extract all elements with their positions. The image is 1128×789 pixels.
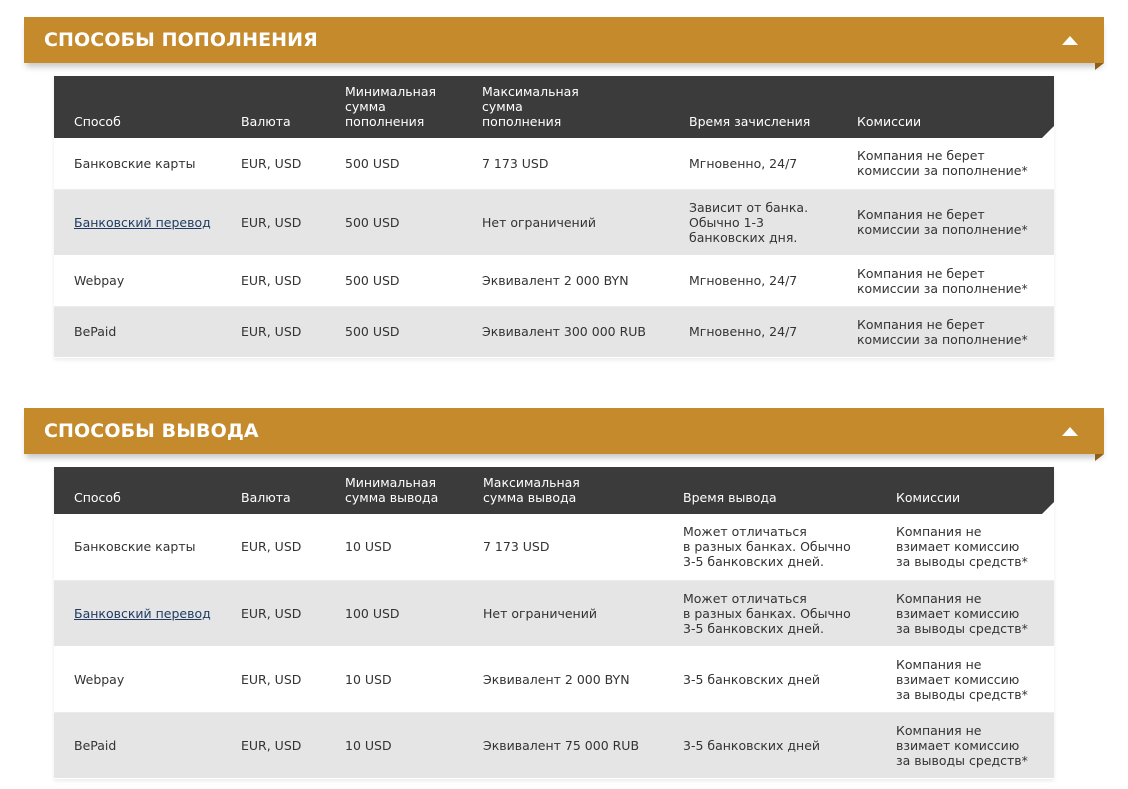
- table-row: [54, 646, 1054, 712]
- time-line1: Может отличаться: [683, 524, 807, 540]
- col-header-method: Способ: [54, 76, 221, 138]
- fee-line1: Компания не берет: [857, 148, 985, 164]
- cell-max: Нет ограничений: [462, 189, 669, 255]
- fee-line2: взимает комиссию: [896, 539, 1020, 555]
- cell-method: [54, 189, 221, 255]
- cell-fee: [876, 580, 1054, 646]
- cell-max: Эквивалент 300 000 RUB: [462, 306, 669, 357]
- cell-time: Мгновенно, 24/7: [669, 138, 837, 189]
- fee-line2: взимает комиссию: [896, 737, 1020, 753]
- withdrawal-section-title: СПОСОБЫ ВЫВОДА: [44, 420, 259, 442]
- fee-line3: за выводы средств*: [896, 686, 1028, 702]
- time-line2: в разных банках. Обычно: [683, 539, 851, 555]
- table-row: [54, 580, 1054, 646]
- time-line3: банковских дня.: [689, 229, 798, 245]
- cell-method: Webpay: [54, 255, 221, 306]
- bank-transfer-link[interactable]: Банковский перевод: [74, 214, 211, 230]
- col-header-min-line2: сумма: [345, 99, 386, 114]
- cell-time: [669, 189, 837, 255]
- table-row: [54, 712, 1054, 778]
- cell-min: 500 USD: [325, 189, 462, 255]
- fee-line2: взимает комиссию: [896, 671, 1020, 687]
- cell-method: BePaid: [54, 712, 221, 778]
- col-header-max-line2: сумма: [482, 99, 523, 114]
- cell-fee: [876, 646, 1054, 712]
- fee-line3: за выводы средств*: [896, 620, 1028, 636]
- col-header-min-line3: пополнения: [345, 114, 425, 129]
- cell-method: Webpay: [54, 646, 221, 712]
- cell-time: 3-5 банковских дней: [663, 646, 876, 712]
- cell-time: Мгновенно, 24/7: [669, 306, 837, 357]
- table-row: [54, 255, 1054, 306]
- time-line2: Обычно 1-3: [689, 214, 765, 230]
- cell-max: Нет ограничений: [463, 580, 663, 646]
- col-header-max-line3: пополнения: [482, 114, 562, 129]
- deposit-table: [54, 76, 1054, 358]
- cell-currency: EUR, USD: [221, 189, 325, 255]
- cell-method: BePaid: [54, 306, 221, 357]
- cell-min: 500 USD: [325, 138, 462, 189]
- cell-max: Эквивалент 2 000 BYN: [463, 646, 663, 712]
- cell-min: 10 USD: [325, 712, 463, 778]
- cell-fee: [837, 306, 1054, 357]
- col-header-max-line1: Максимальная: [482, 84, 579, 99]
- bank-transfer-link[interactable]: Банковский перевод: [74, 605, 211, 621]
- col-header-fee: Комиссии: [876, 467, 1054, 514]
- fee-line1: Компания не: [896, 590, 982, 606]
- withdrawal-table: [54, 467, 1054, 779]
- col-header-max-line2: сумма вывода: [483, 490, 577, 505]
- table-row: [54, 306, 1054, 357]
- cell-method: Банковские карты: [54, 138, 221, 189]
- col-header-min-line1: Минимальная: [345, 84, 437, 99]
- fee-line1: Компания не берет: [857, 265, 985, 281]
- time-line1: Может отличаться: [683, 590, 807, 606]
- chevron-up-icon[interactable]: [1062, 427, 1078, 436]
- cell-min: 500 USD: [325, 306, 462, 357]
- col-header-time: Время зачисления: [669, 76, 837, 138]
- fee-line2: взимает комиссию: [896, 605, 1020, 621]
- table-row: [54, 514, 1054, 580]
- col-header-fee: Комиссии: [837, 76, 1054, 138]
- fee-line1: Компания не: [896, 524, 982, 540]
- cell-currency: EUR, USD: [221, 255, 325, 306]
- cell-max: Эквивалент 2 000 BYN: [462, 255, 669, 306]
- cell-method: [54, 580, 221, 646]
- cell-method: Банковские карты: [54, 514, 221, 580]
- cell-max: 7 173 USD: [463, 514, 663, 580]
- col-header-min-line2: сумма вывода: [345, 490, 439, 505]
- fee-line3: за выводы средств*: [896, 752, 1028, 768]
- deposit-table-wrapper: [54, 76, 1054, 358]
- fee-line1: Компания не берет: [857, 207, 985, 222]
- cell-currency: EUR, USD: [221, 712, 325, 778]
- table-row: [54, 189, 1054, 255]
- cell-currency: EUR, USD: [221, 138, 325, 189]
- col-header-currency: Валюта: [221, 467, 325, 514]
- col-header-method: Способ: [54, 467, 221, 514]
- cell-fee: [837, 189, 1054, 255]
- cell-min: 100 USD: [325, 580, 463, 646]
- cell-time: 3-5 банковских дней: [663, 712, 876, 778]
- cell-min: 500 USD: [325, 255, 462, 306]
- cell-fee: [876, 712, 1054, 778]
- cell-fee: [837, 255, 1054, 306]
- fee-line2: комиссии за пополнение*: [857, 280, 1028, 296]
- withdrawal-table-header-row: [54, 467, 1054, 514]
- fee-line1: Компания не: [896, 722, 982, 738]
- cell-max: Эквивалент 75 000 RUB: [463, 712, 663, 778]
- col-header-min-line1: Минимальная: [345, 475, 437, 490]
- deposit-table-header-row: [54, 76, 1054, 138]
- cell-time: [663, 514, 876, 580]
- table-row: [54, 138, 1054, 189]
- cell-time: Мгновенно, 24/7: [669, 255, 837, 306]
- fee-line2: комиссии за пополнение*: [857, 331, 1028, 347]
- cell-min: 10 USD: [325, 514, 463, 580]
- col-header-min: [325, 76, 462, 138]
- time-line3: 3-5 банковских дней.: [683, 554, 825, 570]
- fee-line2: комиссии за пополнение*: [857, 163, 1028, 179]
- withdrawal-section-header[interactable]: [24, 408, 1104, 454]
- cell-currency: EUR, USD: [221, 514, 325, 580]
- time-line2: в разных банках. Обычно: [683, 605, 851, 621]
- col-header-max: [463, 467, 663, 514]
- fee-line3: за выводы средств*: [896, 554, 1028, 570]
- withdrawal-table-wrapper: [54, 467, 1054, 779]
- deposit-section-header[interactable]: [24, 17, 1104, 63]
- cell-currency: EUR, USD: [221, 580, 325, 646]
- fee-line1: Компания не берет: [857, 316, 985, 332]
- time-line3: 3-5 банковских дней.: [683, 620, 825, 636]
- col-header-currency: Валюта: [221, 76, 325, 138]
- col-header-max: [462, 76, 669, 138]
- cell-max: 7 173 USD: [462, 138, 669, 189]
- col-header-max-line1: Максимальная: [483, 475, 580, 490]
- cell-fee: [876, 514, 1054, 580]
- cell-fee: [837, 138, 1054, 189]
- fee-line1: Компания не: [896, 656, 982, 672]
- cell-min: 10 USD: [325, 646, 463, 712]
- col-header-min: [325, 467, 463, 514]
- deposit-section-title: СПОСОБЫ ПОПОЛНЕНИЯ: [44, 29, 318, 51]
- time-line1: Зависит от банка.: [689, 199, 809, 215]
- col-header-time: Время вывода: [663, 467, 876, 514]
- chevron-up-icon[interactable]: [1062, 36, 1078, 45]
- cell-currency: EUR, USD: [221, 646, 325, 712]
- cell-time: [663, 580, 876, 646]
- cell-currency: EUR, USD: [221, 306, 325, 357]
- fee-line2: комиссии за пополнение*: [857, 222, 1028, 237]
